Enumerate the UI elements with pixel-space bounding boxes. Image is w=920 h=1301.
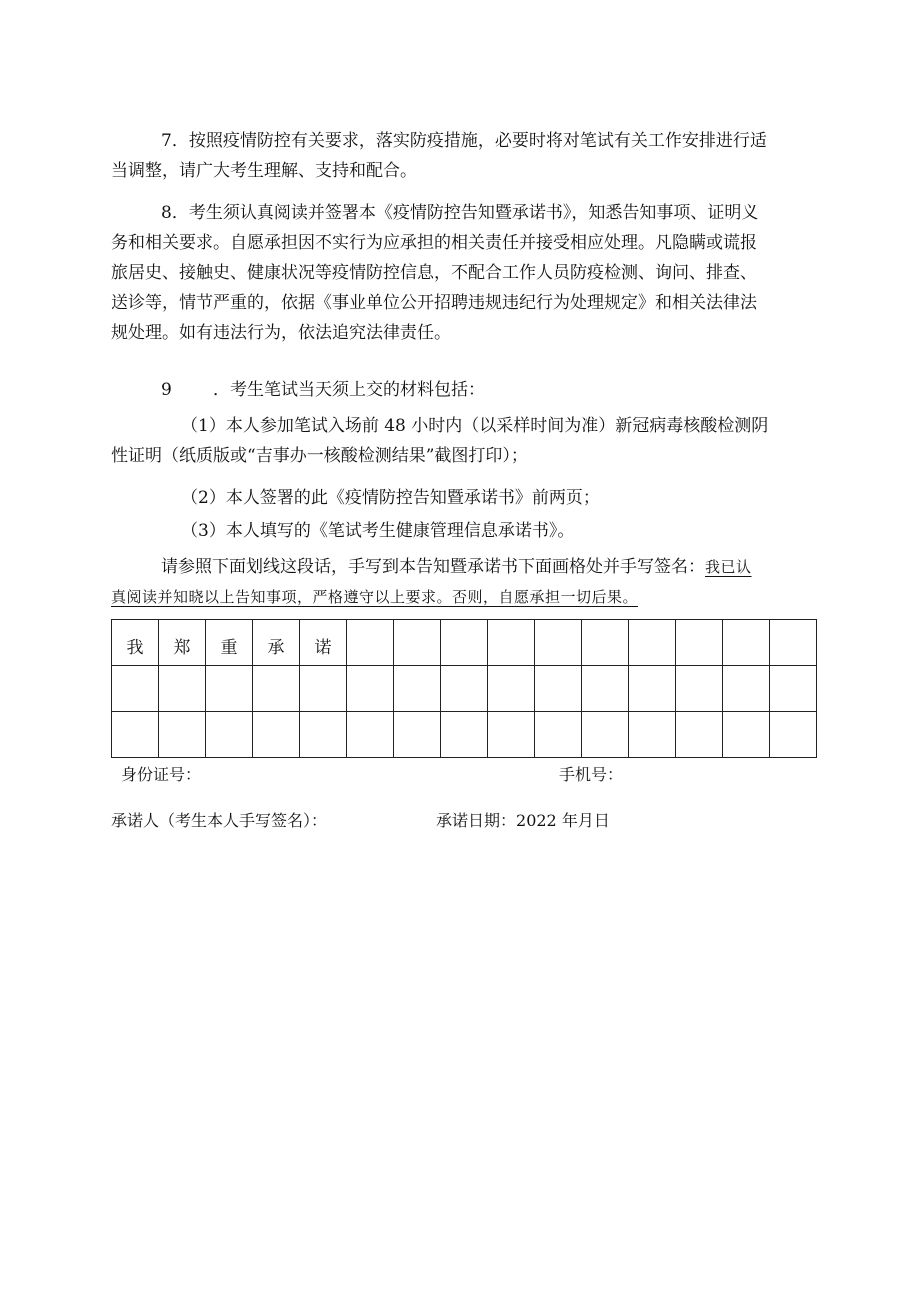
grid-cell[interactable] [723, 712, 770, 758]
date-field [436, 808, 610, 831]
item-8-line-4: 送诊等，情节严重的，依据《事业单位公开招聘违规违纪行为处理规定》和相关法律法 [111, 293, 757, 313]
grid-cell[interactable] [582, 620, 629, 666]
grid-cell[interactable]: 承 [253, 620, 300, 666]
item-8-line-5: 规处理。如有违法行为，依法追究法律责任。 [111, 323, 451, 343]
item-9-sub-1-line-1: （1）本人参加笔试入场前 48 小时内（以采样时间为准）新冠病毒核酸检测阴 [181, 416, 769, 436]
id-number-label: 身份证号： [121, 765, 202, 784]
grid-cell[interactable] [629, 712, 676, 758]
grid-row-2 [112, 666, 817, 712]
item-7-line-1: 7．按照疫情防控有关要求，落实防疫措施，必要时将对笔试有关工作安排进行适 [161, 131, 767, 151]
instruction [111, 552, 811, 612]
item-9-sub-2 [111, 483, 811, 513]
grid-cell[interactable] [441, 712, 488, 758]
grid-cell[interactable] [206, 666, 253, 712]
grid-cell[interactable] [770, 712, 817, 758]
grid-cell[interactable] [253, 712, 300, 758]
grid-cell[interactable] [159, 712, 206, 758]
grid-cell[interactable] [347, 620, 394, 666]
grid-cell[interactable] [676, 712, 723, 758]
grid-cell[interactable] [488, 620, 535, 666]
date-value: 2022 年月日 [516, 811, 610, 830]
grid-cell[interactable]: 郑 [159, 620, 206, 666]
grid-cell[interactable] [676, 666, 723, 712]
grid-cell[interactable]: 重 [206, 620, 253, 666]
signer-label: 承诺人（考生本人手写签名）： [111, 811, 328, 830]
grid-cell[interactable] [535, 712, 582, 758]
grid-cell[interactable] [582, 712, 629, 758]
grid-cell[interactable] [347, 712, 394, 758]
instruction-quote-part-2: 真阅读并知晓以上告知事项，严格遵守以上要求。否则，自愿承担一切后果。 [111, 588, 639, 606]
item-9-sub-1-line-2: 性证明（纸质版或“吉事办一核酸检测结果”截图打印）； [111, 446, 528, 466]
grid-cell[interactable] [253, 666, 300, 712]
grid-cell[interactable] [535, 666, 582, 712]
grid-cell[interactable] [723, 666, 770, 712]
grid-cell[interactable] [441, 666, 488, 712]
item-9-sub-2-text: （2）本人签署的此《疫情防控告知暨承诺书》前两页； [181, 488, 600, 508]
grid-cell[interactable] [159, 666, 206, 712]
grid-cell[interactable] [112, 666, 159, 712]
item-9 [111, 375, 811, 405]
item-7-line-2: 当调整，请广大考生理解、支持和配合。 [111, 161, 417, 181]
grid-cell[interactable] [770, 666, 817, 712]
date-label: 承诺日期： [436, 811, 517, 830]
instruction-lead: 请参照下面划线这段话，手写到本告知暨承诺书下面画格处并手写签名： [161, 557, 705, 577]
item-9-sub-1 [111, 411, 811, 471]
item-9-text: ．考生笔试当天须上交的材料包括： [213, 380, 485, 400]
item-9-sub-3-text: （3）本人填写的《笔试考生健康管理信息承诺书》。 [181, 521, 575, 541]
grid-cell[interactable] [112, 712, 159, 758]
grid-row-3 [112, 712, 817, 758]
item-8 [111, 198, 811, 348]
item-7 [111, 126, 811, 186]
item-8-line-2: 务和相关要求。自愿承担因不实行为应承担的相关责任并接受相应处理。凡隐瞒或谎报 [111, 233, 757, 253]
handwriting-grid [111, 619, 817, 758]
grid-cell[interactable] [535, 620, 582, 666]
item-9-sub-3 [111, 516, 811, 546]
grid-cell[interactable] [629, 620, 676, 666]
item-9-number: 9 [161, 380, 172, 400]
grid-cell[interactable]: 我 [112, 620, 159, 666]
phone-label: 手机号： [559, 765, 624, 784]
grid-cell[interactable] [394, 620, 441, 666]
grid-cell[interactable] [676, 620, 723, 666]
grid-cell[interactable] [770, 620, 817, 666]
item-9-heading [111, 375, 811, 405]
item-8-line-1: 8．考生须认真阅读并签署本《疫情防控告知暨承诺书》，知悉告知事项、证明义 [161, 203, 759, 223]
instruction-line-1 [111, 552, 811, 582]
grid-cell[interactable] [394, 666, 441, 712]
grid-cell[interactable] [394, 712, 441, 758]
instruction-quote-part-1: 我已认 [705, 558, 752, 576]
grid-cell[interactable] [300, 712, 347, 758]
grid-row-1 [112, 620, 817, 666]
item-8-line-3: 旅居史、接触史、健康状况等疫情防控信息，不配合工作人员防疫检测、询问、排查、 [111, 263, 757, 283]
grid-cell[interactable] [441, 620, 488, 666]
grid-cell[interactable] [582, 666, 629, 712]
grid-cell[interactable] [629, 666, 676, 712]
grid-cell[interactable] [488, 712, 535, 758]
grid-cell[interactable] [300, 666, 347, 712]
grid-cell[interactable] [347, 666, 394, 712]
grid-cell[interactable] [488, 666, 535, 712]
grid-cell[interactable] [206, 712, 253, 758]
grid-cell[interactable] [723, 620, 770, 666]
grid-cell[interactable]: 诺 [300, 620, 347, 666]
